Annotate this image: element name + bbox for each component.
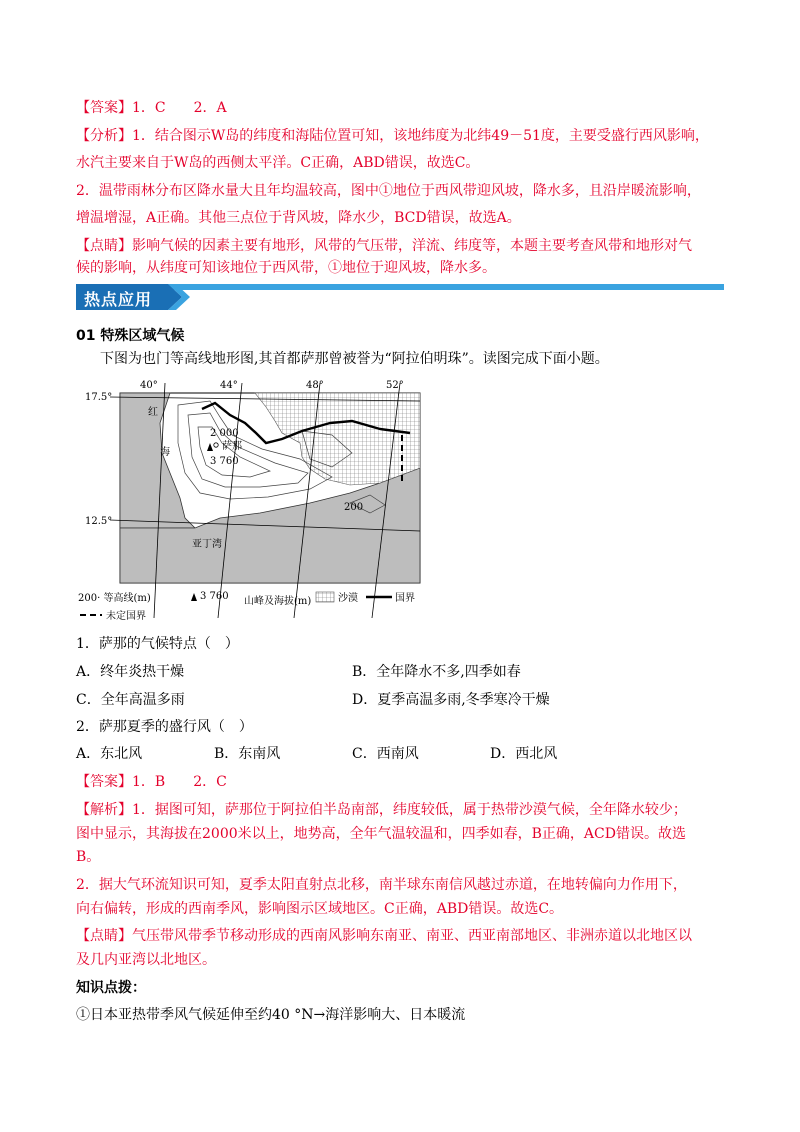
q1-option-b[interactable]: B．全年降水不多,四季如春	[352, 664, 521, 680]
answer-line: 【答案】1．B 2．C	[76, 774, 227, 790]
analysis-line: B。	[76, 849, 101, 865]
lat-label-17-5: 17.5°	[85, 392, 113, 403]
label-sea: 海	[160, 447, 170, 458]
tip-line: 及几内亚湾以北地区。	[76, 952, 216, 968]
lon-label-52: 52°	[386, 380, 404, 391]
q1-option-a[interactable]: A．终年炎热干燥	[76, 664, 185, 680]
label-city: 萨那	[222, 441, 242, 452]
tip-line: 【点睛】气压带风带季节移动形成的西南风影响东南亚、南亚、西亚南部地区、非洲赤道以北地区以	[76, 928, 692, 944]
label-gulf: 亚丁湾	[192, 539, 222, 550]
label-200: 200	[344, 502, 364, 513]
section-banner	[76, 284, 724, 310]
lat-label-12-5: 12.5°	[85, 516, 113, 527]
analysis-line: 【解析】1．据图可知，萨那位于阿拉伯半岛南部，纬度较低，属于热带沙漠气候，全年降水较少；	[76, 802, 687, 818]
q2-option-a[interactable]: A．东北风	[76, 746, 143, 762]
q2-option-c[interactable]: C．西南风	[352, 746, 419, 762]
intro-text: 下图为也门等高线地形图,其首都萨那曾被誉为“阿拉伯明珠”。读图完成下面小题。	[100, 351, 609, 367]
legend-border: 国界	[395, 593, 415, 604]
label-red: 红	[148, 407, 158, 418]
legend-peak-value: 3 760	[200, 591, 229, 602]
question-2-stem: 2．萨那夏季的盛行风（ ）	[76, 719, 253, 735]
tip-line: 【点睛】影响气候的因素主要有地形，风带的气压带，洋流、纬度等，本题主要考查风带和地形对气	[76, 238, 692, 254]
banner-title: 热点应用	[84, 290, 153, 309]
legend-peak-icon	[191, 593, 197, 601]
legend-peak: 山峰及海拔(m)	[244, 596, 312, 607]
tip-line: 候的影响，从纬度可知该地位于西风带，①地位于迎风坡，降水多。	[76, 260, 496, 276]
legend-contour: 200· 等高线(m)	[78, 593, 151, 604]
analysis-line: 2．据大气环流知识可知，夏季太阳直射点北移，南半球东南信风越过赤道，在地转偏向力作用下，	[76, 877, 687, 893]
label-2000: 2 000	[210, 428, 239, 439]
q1-option-d[interactable]: D．夏季高温多雨,冬季寒冷干燥	[352, 692, 550, 708]
lon-label-44: 44°	[220, 380, 238, 391]
label-3760: 3 760	[210, 456, 239, 467]
answer-line: 【答案】1．C 2．A	[76, 100, 227, 116]
knowledge-item: ①日本亚热带季风气候延伸至约40 °N→海洋影响大、日本暖流	[76, 1007, 466, 1023]
section-heading: 01 特殊区域气候	[76, 328, 185, 344]
q1-option-c[interactable]: C．全年高温多雨	[76, 692, 185, 708]
analysis-line: 【分析】1．结合图示W岛的纬度和海陆位置可知，该地纬度为北纬49－51度，主要受盛行西风影响，	[76, 128, 709, 144]
q2-option-b[interactable]: B．东南风	[214, 746, 281, 762]
question-1-stem: 1．萨那的气候特点（ ）	[76, 636, 239, 652]
q2-option-d[interactable]: D．西北风	[490, 746, 558, 762]
analysis-line: 水汽主要来自于W岛的西侧太平洋。C正确，ABD错误，故选C。	[76, 155, 480, 171]
analysis-line: 2．温带雨林分布区降水量大且年均温较高，图中①地位于西风带迎风坡，降水多，且沿岸暖流影响，	[76, 183, 701, 199]
lon-label-40: 40°	[140, 380, 158, 391]
legend-undefined: 未定国界	[106, 611, 146, 622]
analysis-line: 增温增湿，A正确。其他三点位于背风坡，降水少，BCD错误，故选A。	[76, 210, 521, 226]
banner-shape	[76, 284, 724, 310]
map-svg	[70, 373, 430, 623]
legend-desert: 沙漠	[338, 593, 358, 604]
analysis-line: 向右偏转，形成的西南季风，影响图示区域地区。C正确，ABD错误。故选C。	[76, 901, 564, 917]
analysis-line: 图中显示，其海拔在2000米以上，地势高，全年气温较温和，四季如春，B正确，ACD错误。故选	[76, 826, 686, 842]
lon-label-48: 48°	[306, 380, 324, 391]
knowledge-title: 知识点拨：	[76, 980, 146, 996]
yemen-contour-map	[70, 373, 430, 623]
legend-desert-swatch	[316, 592, 334, 602]
